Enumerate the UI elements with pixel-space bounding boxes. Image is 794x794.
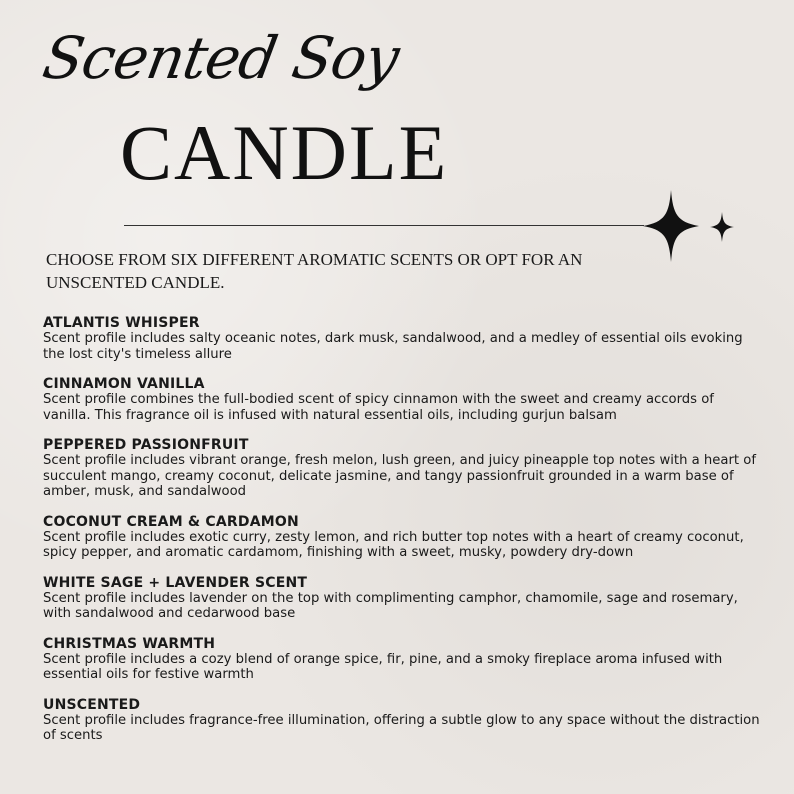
scent-name: WHITE SAGE + LAVENDER SCENT (43, 574, 308, 591)
scent-item (43, 514, 763, 561)
scent-item (43, 636, 763, 683)
scent-name: CINNAMON VANILLA (43, 376, 205, 392)
four-point-star-icon (643, 190, 699, 262)
scent-description: Scent profile includes exotic curry, zesty lemon, and rich butter top notes with a heart of creamy coconut, spicy pepper, and aromatic cardamom, finishing with a sweet, musky, powdery dry-down (43, 529, 744, 560)
scent-list (43, 315, 763, 758)
script-title: Scented Soy (38, 24, 404, 92)
four-point-star-icon (710, 212, 734, 242)
scent-name: UNSCENTED (43, 696, 141, 713)
intro-text: CHOOSE FROM SIX DIFFERENT AROMATIC SCENTS OR OPT FOR AN UNSCENTED CANDLE. (46, 250, 583, 292)
scent-description: Scent profile includes fragrance-free illumination, offering a subtle glow to any space without the distraction of scents (43, 712, 760, 743)
scent-name: COCONUT CREAM & CARDAMON (43, 513, 299, 530)
divider-line (124, 225, 644, 226)
scent-description: Scent profile includes salty oceanic notes, dark musk, sandalwood, and a medley of essential oils evoking the lost city's timeless allure (43, 331, 743, 362)
page-title: CANDLE (120, 109, 449, 196)
scent-item (43, 697, 763, 744)
scent-description: Scent profile combines the full-bodied scent of spicy cinnamon with the sweet and creamy accords of vanilla. This fragrance oil is infused with natural essential oils, including gurjun balsam (43, 392, 714, 423)
scent-item (43, 437, 763, 500)
scent-description: Scent profile includes a cozy blend of orange spice, fir, pine, and a smoky fireplace aroma infused with essential oils for festive warmth (43, 651, 723, 682)
scent-item (43, 315, 763, 362)
scent-description: Scent profile includes lavender on the top with complimenting camphor, chamomile, sage and rosemary, with sandalwood and cedarwood base (43, 590, 738, 621)
scent-item (43, 376, 763, 423)
scent-description: Scent profile includes vibrant orange, fresh melon, lush green, and juicy pineapple top notes with a heart of succulent mango, creamy coconut, delicate jasmine, and tangy passionfruit grounded in a warm base of amber, musk, and sandalwood (43, 453, 756, 499)
scent-item (43, 575, 763, 622)
scent-name: ATLANTIS WHISPER (43, 315, 200, 331)
scent-name: PEPPERED PASSIONFRUIT (43, 437, 249, 453)
scent-name: CHRISTMAS WARMTH (43, 635, 216, 652)
